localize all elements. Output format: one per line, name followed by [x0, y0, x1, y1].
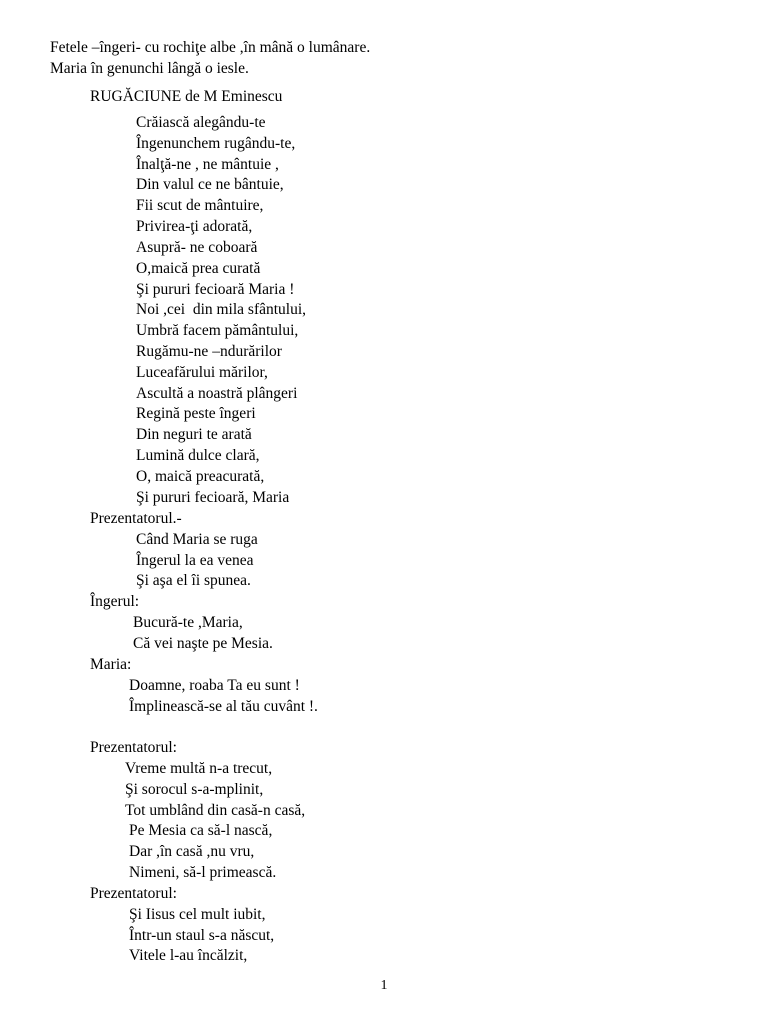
- verse-line: Şi pururi fecioară Maria !: [136, 281, 295, 298]
- verse-line: Din neguri te arată: [136, 426, 252, 443]
- dialogue-line: Nimeni, să-l primească.: [129, 864, 277, 881]
- speaker-label: Maria:: [90, 656, 132, 673]
- dialogue-line: Şi Iisus cel mult iubit,: [129, 906, 266, 923]
- dialogue-line: Când Maria se ruga: [136, 531, 258, 548]
- speaker-label: Prezentatorul:: [90, 885, 177, 902]
- verse-line: Noi ,cei din mila sfântului,: [136, 301, 307, 318]
- dialogue-line: Dar ,în casă ,nu vru,: [129, 843, 255, 860]
- verse-line: Lumină dulce clară,: [136, 447, 260, 464]
- dialogue-line: Că vei naşte pe Mesia.: [133, 635, 273, 652]
- intro-line-2: Maria în genunchi lângă o iesle.: [50, 60, 249, 77]
- verse-line: Înalţă-ne , ne mântuie ,: [136, 156, 279, 173]
- intro-line-1: Fetele –îngeri- cu rochiţe albe ,în mână o lumânare.: [50, 39, 371, 56]
- verse-line: Umbră facem pământului,: [136, 322, 299, 339]
- page-number: 1: [380, 978, 388, 993]
- verse-line: Privirea-ţi adorată,: [136, 218, 253, 235]
- verse-line: Regină peste îngeri: [136, 405, 256, 422]
- speaker-label: Îngerul:: [90, 593, 140, 610]
- dialogue-line: Pe Mesia ca să-l nască,: [129, 822, 273, 839]
- verse-line: Luceafărului mărilor,: [136, 364, 268, 381]
- dialogue-line: Îngerul la ea venea: [136, 552, 254, 569]
- verse-line: Îngenunchem rugându-te,: [136, 135, 296, 152]
- dialogue-line: Bucură-te ,Maria,: [133, 614, 243, 631]
- verse-line: Rugămu-ne –ndurărilor: [136, 343, 282, 360]
- verse-line: Din valul ce ne bântuie,: [136, 176, 284, 193]
- speaker-label: Prezentatorul:: [90, 739, 177, 756]
- dialogue-line: Doamne, roaba Ta eu sunt !: [129, 677, 300, 694]
- dialogue-line: Într-un staul s-a născut,: [129, 927, 275, 944]
- prayer-title: RUGĂCIUNE de M Eminescu: [90, 88, 283, 105]
- verse-line: Crăiască alegându-te: [136, 114, 266, 131]
- verse-line: O,maică prea curată: [136, 260, 261, 277]
- dialogue-line: Şi aşa el îi spunea.: [136, 572, 251, 589]
- dialogue-line: Vitele l-au încălzit,: [129, 947, 248, 964]
- dialogue-line: Tot umblând din casă-n casă,: [125, 802, 306, 819]
- verse-line: Ascultă a noastră plângeri: [136, 385, 298, 402]
- verse-line: Asupră- ne coboară: [136, 239, 258, 256]
- dialogue-line: Vreme multă n-a trecut,: [125, 760, 273, 777]
- verse-line: Şi pururi fecioară, Maria: [136, 489, 290, 506]
- dialogue-line: Şi sorocul s-a-mplinit,: [125, 781, 264, 798]
- dialogue-line: Împlinească-se al tău cuvânt !.: [129, 698, 318, 715]
- verse-line: Fii scut de mântuire,: [136, 197, 264, 214]
- verse-line: O, maică preacurată,: [136, 468, 265, 485]
- speaker-label: Prezentatorul.-: [90, 510, 182, 527]
